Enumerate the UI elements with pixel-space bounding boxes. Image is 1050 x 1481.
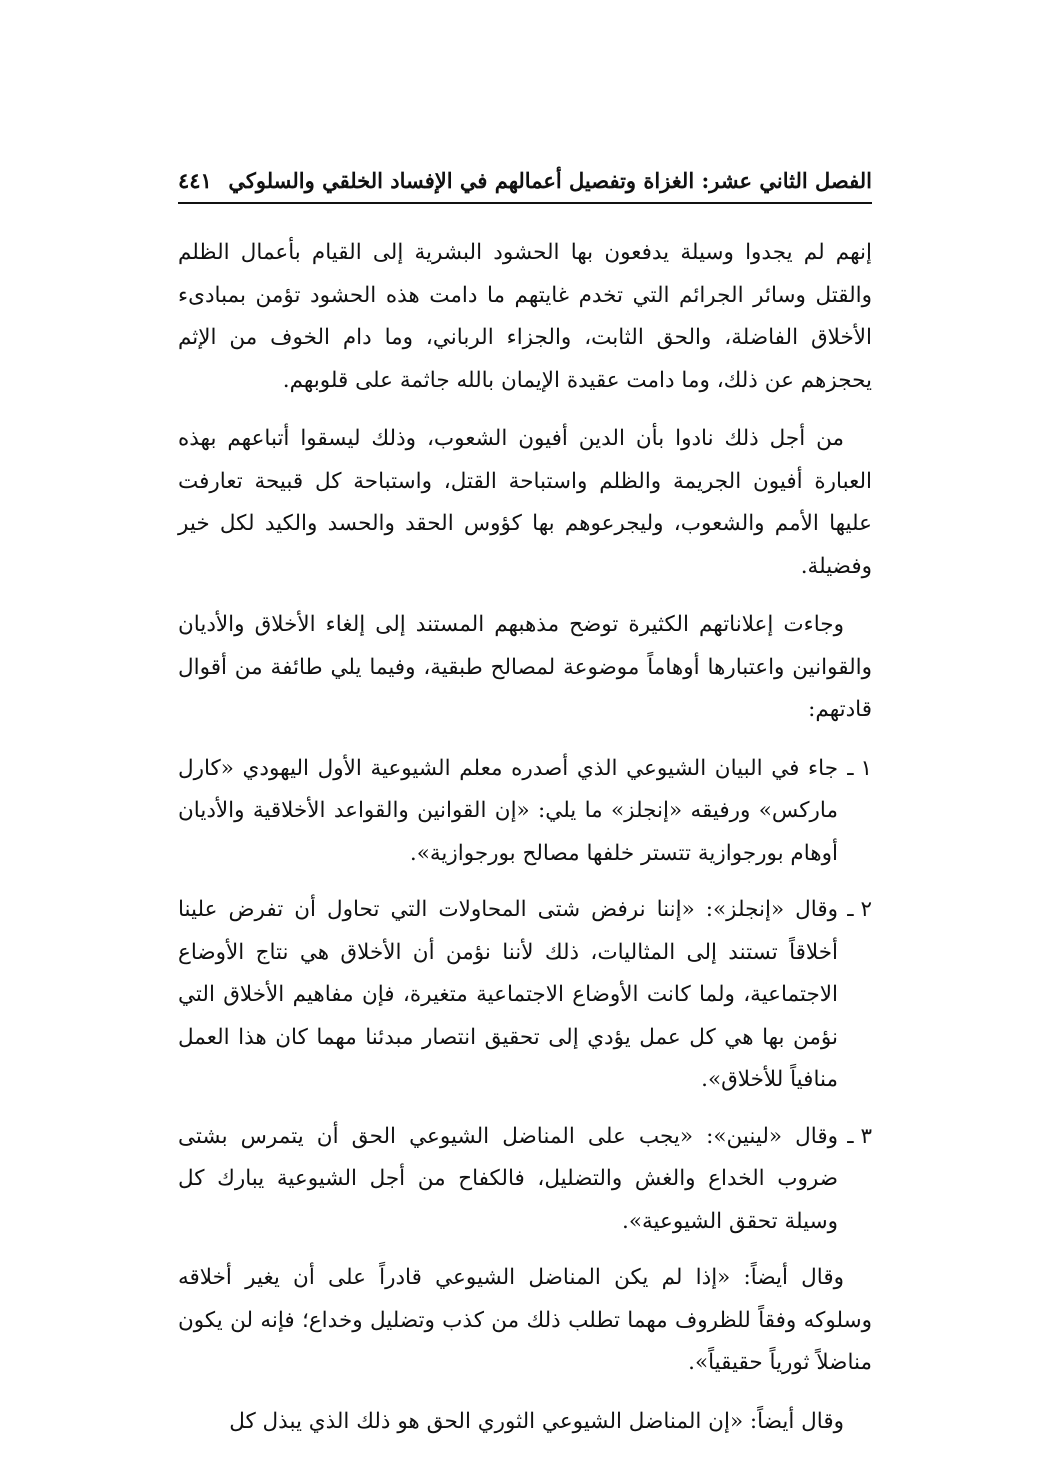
page-number: ٤٤١ [178, 167, 212, 193]
list-item-text: وقال «لينين»: «يجب على المناضل الشيوعي الحق أن يتمرس بشتى ضروب الخداع والغش والتضليل، فالكفاح من أجل الشيوعية يبارك كل وسيلة تحقق الشيوعية». [178, 1123, 838, 1234]
paragraph: وقال أيضاً: «إذا لم يكن المناضل الشيوعي قادراً على أن يغير أخلاقه وسلوكه وفقاً للظروف مهما تطلب ذلك من كذب وتضليل وخداع؛ فإنه لن يكون مناضلاً ثورياً حقيقياً». [178, 1265, 872, 1375]
body-text [178, 232, 872, 1459]
list-item-number: ١ ـ [847, 755, 872, 781]
paragraph: وجاءت إعلاناتهم الكثيرة توضح مذهبهم المستند إلى إلغاء الأخلاق والأديان والقوانين واعتبارها أوهاماً موضوعة لمصالح طبقية، وفيما يلي طائفة من أقوال قادتهم: [178, 612, 872, 722]
list-item [178, 1116, 872, 1244]
paragraph: إنهم لم يجدوا وسيلة يدفعون بها الحشود البشرية إلى القيام بأعمال الظلم والقتل وسائر الجرائم التي تخدم غايتهم ما دامت هذه الحشود تؤمن بمبادىء الأخلاق الفاضلة، والحق الثابت، والجزاء الرباني، وما دام الخوف من الإثم يحجزهم عن ذلك، وما دامت عقيدة الإيمان بالله جاثمة على قلوبهم. [178, 240, 872, 393]
list-item-number: ٣ ـ [847, 1123, 872, 1149]
list-item-text: وقال «إنجلز»: «إننا نرفض شتى المحاولات التي تحاول أن تفرض علينا أخلاقاً تستند إلى المثاليات، ذلك لأننا نؤمن أن الأخلاق هي نتاج الأوضاع الاجتماعية، ولما كانت الأوضاع الاجتماعية متغيرة، فإن مفاهيم الأخلاق التي نؤمن بها هي كل عمل يؤدي إلى تحقيق انتصار مبدئنا مهما كان هذا العمل منافياً للأخلاق». [178, 897, 838, 1092]
list-item [178, 889, 872, 1102]
paragraph: وقال أيضاً: «إن المناضل الشيوعي الثوري الحق هو ذلك الذي يبذل كل [229, 1408, 844, 1434]
list-item-number: ٢ ـ [847, 897, 872, 922]
chapter-title: الفصل الثاني عشر: الغزاة وتفصيل أعمالهم في الإفساد الخلقي والسلوكي [228, 167, 872, 193]
running-header [178, 158, 872, 204]
list-item [178, 748, 872, 876]
list-item-text: جاء في البيان الشيوعي الذي أصدره معلم الشيوعية الأول اليهودي «كارل ماركس» ورفيقه «إنجلز» ما يلي: «إن القوانين والقواعد الأخلاقية والأديان أوهام بورجوازية تتستر خلفها مصالح بورجوازية». [178, 755, 838, 866]
paragraph: من أجل ذلك نادوا بأن الدين أفيون الشعوب، وذلك ليسقوا أتباعهم بهذه العبارة أفيون الجريمة والظلم واستباحة القتل، واستباحة كل قبيحة تعارفت عليها الأمم والشعوب، وليجرعوهم بها كؤوس الحقد والحسد والكيد لكل خير وفضيلة. [178, 426, 872, 579]
